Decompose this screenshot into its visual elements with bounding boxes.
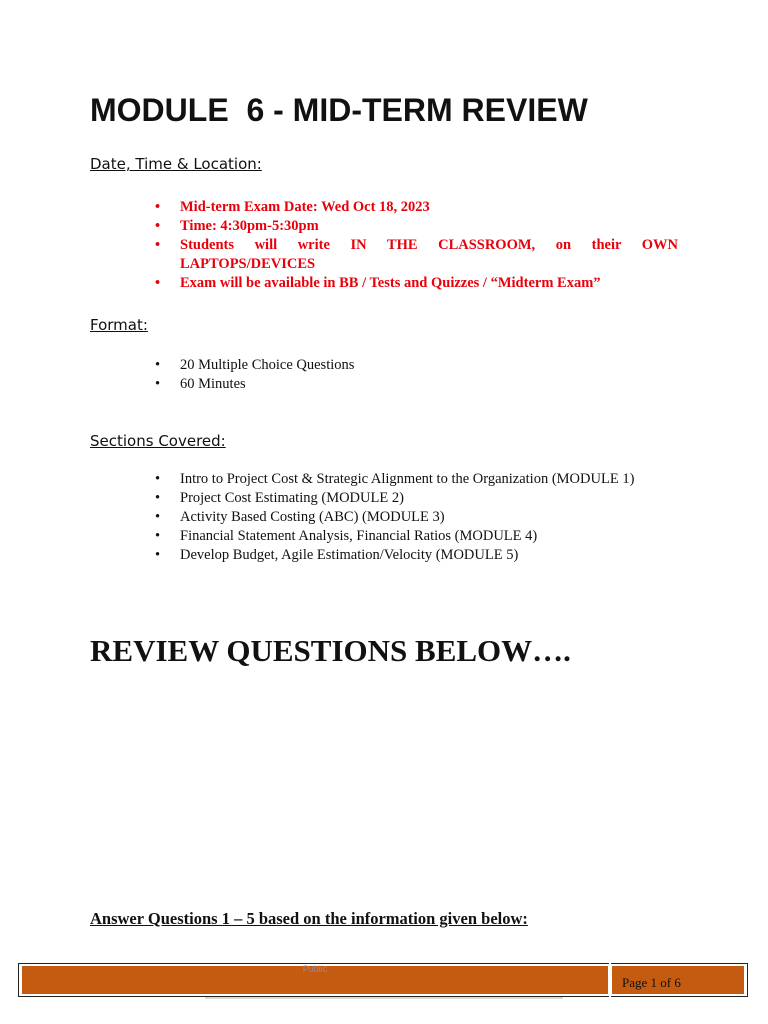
sections-covered-list <box>155 470 678 565</box>
footer-underline <box>205 997 563 999</box>
list-item: • Develop Budget, Agile Estimation/Velocity (MODULE 5) <box>155 546 678 565</box>
sections-covered-heading: Sections Covered: <box>90 432 226 450</box>
list-item: • Activity Based Costing (ABC) (MODULE 3) <box>155 508 678 527</box>
list-item: • 60 Minutes <box>155 375 678 394</box>
list-item: • Financial Statement Analysis, Financial Ratios (MODULE 4) <box>155 527 678 546</box>
list-item: • Intro to Project Cost & Strategic Alignment to the Organization (MODULE 1) <box>155 470 678 489</box>
list-item: • Students will write IN THE CLASSROOM, on their OWN LAPTOPS/DEVICES <box>155 236 678 274</box>
date-time-location-list <box>155 198 678 293</box>
format-heading: Format: <box>90 316 148 334</box>
date-time-location-heading: Date, Time & Location: <box>90 155 262 173</box>
review-questions-heading: REVIEW QUESTIONS BELOW…. <box>90 633 571 668</box>
list-item: • Time: 4:30pm-5:30pm <box>155 217 678 236</box>
list-item: • Exam will be available in BB / Tests and Quizzes / “Midterm Exam” <box>155 274 678 293</box>
list-item: • Mid-term Exam Date: Wed Oct 18, 2023 <box>155 198 678 217</box>
page-title: MODULE 6 - MID-TERM REVIEW <box>90 92 588 128</box>
list-item: • Project Cost Estimating (MODULE 2) <box>155 489 678 508</box>
list-item: • 20 Multiple Choice Questions <box>155 356 678 375</box>
answer-instruction: Answer Questions 1 – 5 based on the information given below: <box>90 909 528 928</box>
format-list <box>155 356 678 394</box>
page-number: Page 1 of 6 <box>622 975 681 990</box>
footer-divider <box>609 963 611 997</box>
classification-label: Public <box>302 964 328 974</box>
